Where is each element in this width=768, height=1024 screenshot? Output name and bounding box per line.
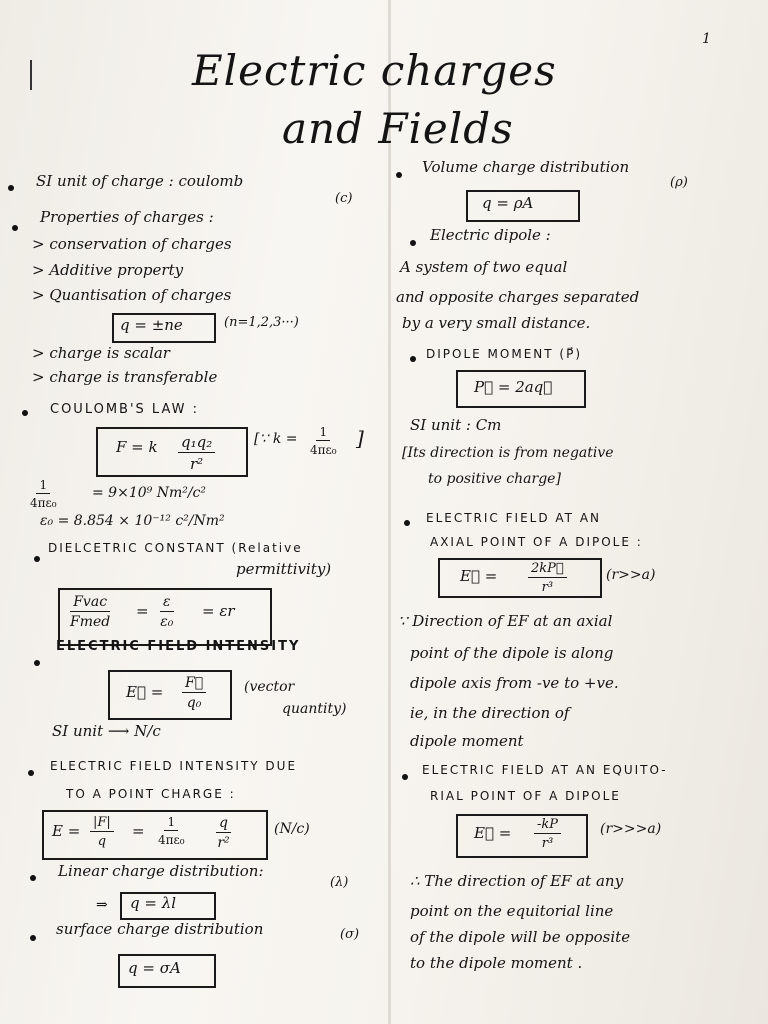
k-note-close: ] (356, 426, 364, 450)
dipole-direction-2: to positive charge] (428, 471, 561, 487)
property-conservation: > conservation of charges (32, 235, 232, 253)
properties-heading: Properties of charges : (40, 208, 214, 226)
linear-symbol: (λ) (330, 875, 349, 890)
k-note-denominator: 4πε₀ (310, 443, 337, 457)
dielectric-permittivity: ε (160, 594, 174, 612)
efi-point-fraction-1 (90, 815, 114, 849)
equitorial-condition: (r>>>a) (600, 821, 662, 837)
axial-note-3: dipole axis from -ve to +ve. (410, 674, 619, 692)
dipole-moment-heading: DIPOLE MOMENT (P⃗) (426, 347, 582, 361)
bullet (34, 660, 40, 666)
efi-point-unit: (N/c) (274, 821, 310, 837)
charge-scalar: > charge is scalar (32, 344, 170, 362)
axial-fraction (528, 561, 567, 595)
efi-note-vector: (vector (244, 679, 295, 695)
bullet (410, 240, 416, 246)
axial-lhs: E⃗ = (460, 567, 498, 585)
coulomb-lhs: F = k (116, 438, 158, 456)
k-value-denominator: 4πε₀ (30, 496, 57, 510)
volume-formula: q = ρA (482, 194, 534, 212)
k-value-fraction (30, 478, 57, 510)
dielectric-heading-continued: permittivity) (236, 560, 332, 578)
efi-heading: ELECTRIC FIELD INTENSITY (56, 639, 301, 654)
equitorial-note-1: ∴ The direction of EF at any (410, 872, 624, 890)
k-note-open: [∵ k = (254, 431, 298, 447)
efi-fraction (182, 675, 206, 711)
efi-point-fraction-2 (158, 815, 185, 847)
page-number: 1 (702, 31, 711, 47)
efi-note-quantity: quantity) (282, 701, 347, 717)
margin-mark (30, 60, 32, 90)
dipole-definition-2: and opposite charges separated (396, 288, 640, 306)
axial-condition: (r>>a) (606, 567, 656, 583)
bullet (30, 935, 36, 941)
dielectric-force-vacuum: Fvac (70, 594, 110, 612)
coulomb-heading: COULOMB'S LAW : (50, 402, 200, 417)
axial-note-4: ie, in the direction of (410, 704, 570, 722)
coulomb-denominator: r² (190, 455, 204, 473)
page-title-line1: Electric charges (192, 46, 557, 95)
equitorial-numerator: -kP (534, 817, 561, 834)
axial-heading-1: ELECTRIC FIELD AT AN (426, 511, 601, 525)
dielectric-permittivity-free: ε₀ (160, 614, 174, 630)
efi-si-unit: SI unit ⟶ N/c (52, 722, 161, 740)
dielectric-rhs: = εr (202, 602, 235, 620)
bullet (404, 520, 410, 526)
efi-denominator: q₀ (186, 695, 202, 711)
property-additive: > Additive property (32, 261, 184, 279)
efi-numerator: F⃗ (182, 675, 206, 693)
dielectric-fraction-permittivity (160, 594, 174, 630)
bullet (34, 556, 40, 562)
bullet (22, 410, 28, 416)
dielectric-fraction-force (70, 594, 110, 630)
dipole-direction-1: [Its direction is from negative (402, 445, 614, 461)
efi-point-r-squared: r² (217, 835, 230, 851)
si-unit-charge: SI unit of charge : coulomb (36, 172, 244, 190)
efi-point-fraction-3 (216, 815, 231, 851)
bullet (396, 172, 402, 178)
axial-note-1: ∵ Direction of EF at an axial (398, 612, 613, 630)
k-value: = 9×10⁹ Nm²/c² (92, 485, 207, 501)
linear-formula: q = λl (130, 894, 177, 912)
property-quantisation: > Quantisation of charges (32, 286, 232, 304)
equitorial-note-2: point on the equitorial line (410, 902, 614, 920)
dipole-heading: Electric dipole : (430, 226, 551, 244)
page-fold (388, 0, 391, 1024)
volume-heading: Volume charge distribution (422, 158, 630, 176)
bullet (8, 185, 14, 191)
bullet (410, 356, 416, 362)
equitorial-note-4: to the dipole moment . (410, 954, 583, 972)
bullet (12, 225, 18, 231)
dipole-si-unit: SI unit : Cm (410, 416, 502, 434)
dipole-definition-3: by a very small distance. (402, 314, 591, 332)
axial-numerator: 2kP⃗ (528, 561, 567, 578)
efi-point-heading-2: TO A POINT CHARGE : (66, 787, 236, 801)
quantisation-formula: q = ±ne (120, 316, 183, 334)
equitorial-heading-1: ELECTRIC FIELD AT AN EQUITO- (422, 763, 668, 777)
volume-symbol: (ρ) (670, 175, 688, 190)
equitorial-denominator: r³ (541, 836, 554, 851)
bullet (30, 875, 36, 881)
efi-point-one: 1 (164, 815, 178, 831)
surface-symbol: (σ) (340, 927, 360, 942)
efi-point-lhs: E = (52, 822, 81, 840)
epsilon-value: ε₀ = 8.854 × 10⁻¹² c²/Nm² (40, 513, 225, 529)
bullet (402, 774, 408, 780)
quantisation-range: (n=1,2,3···) (224, 315, 299, 330)
efi-point-four-pi-epsilon: 4πε₀ (158, 833, 185, 847)
charge-transferable: > charge is transferable (32, 368, 218, 386)
surface-heading: surface charge distribution (56, 920, 264, 938)
bullet (28, 770, 34, 776)
axial-heading-2: AXIAL POINT OF A DIPOLE : (430, 535, 643, 549)
dielectric-heading: DIELCETRIC CONSTANT (Relative (48, 541, 303, 555)
efi-point-force-magnitude: |F| (90, 815, 114, 832)
dielectric-equals: = (136, 602, 149, 620)
efi-point-equals: = (132, 822, 145, 840)
si-unit-charge-symbol: (c) (335, 191, 353, 206)
k-note-numerator: 1 (316, 425, 330, 441)
efi-point-q: q (216, 815, 231, 833)
equitorial-note-3: of the dipole will be opposite (410, 928, 631, 946)
k-value-numerator: 1 (36, 478, 50, 494)
dipole-definition-1: A system of two equal (400, 258, 568, 276)
implies-arrow: ⇒ (96, 897, 108, 913)
coulomb-fraction (178, 433, 215, 473)
axial-denominator: r³ (541, 580, 554, 595)
efi-lhs: E⃗ = (126, 683, 164, 701)
efi-point-charge: q (97, 834, 107, 849)
coulomb-numerator: q₁q₂ (178, 433, 215, 453)
dielectric-force-medium: Fmed (70, 614, 111, 630)
page-title-line2: and Fields (282, 104, 514, 153)
efi-point-heading-1: ELECTRIC FIELD INTENSITY DUE (50, 759, 298, 773)
axial-note-5: dipole moment (410, 732, 524, 750)
dipole-moment-formula: P⃗ = 2aq⃗ (474, 378, 553, 396)
equitorial-fraction (534, 817, 561, 851)
surface-formula: q = σA (128, 959, 181, 977)
equitorial-heading-2: RIAL POINT OF A DIPOLE (430, 789, 621, 803)
axial-note-2: point of the dipole is along (410, 644, 614, 662)
linear-heading: Linear charge distribution: (58, 862, 264, 880)
equitorial-lhs: E⃗ = (474, 824, 512, 842)
k-note-fraction (310, 425, 337, 457)
